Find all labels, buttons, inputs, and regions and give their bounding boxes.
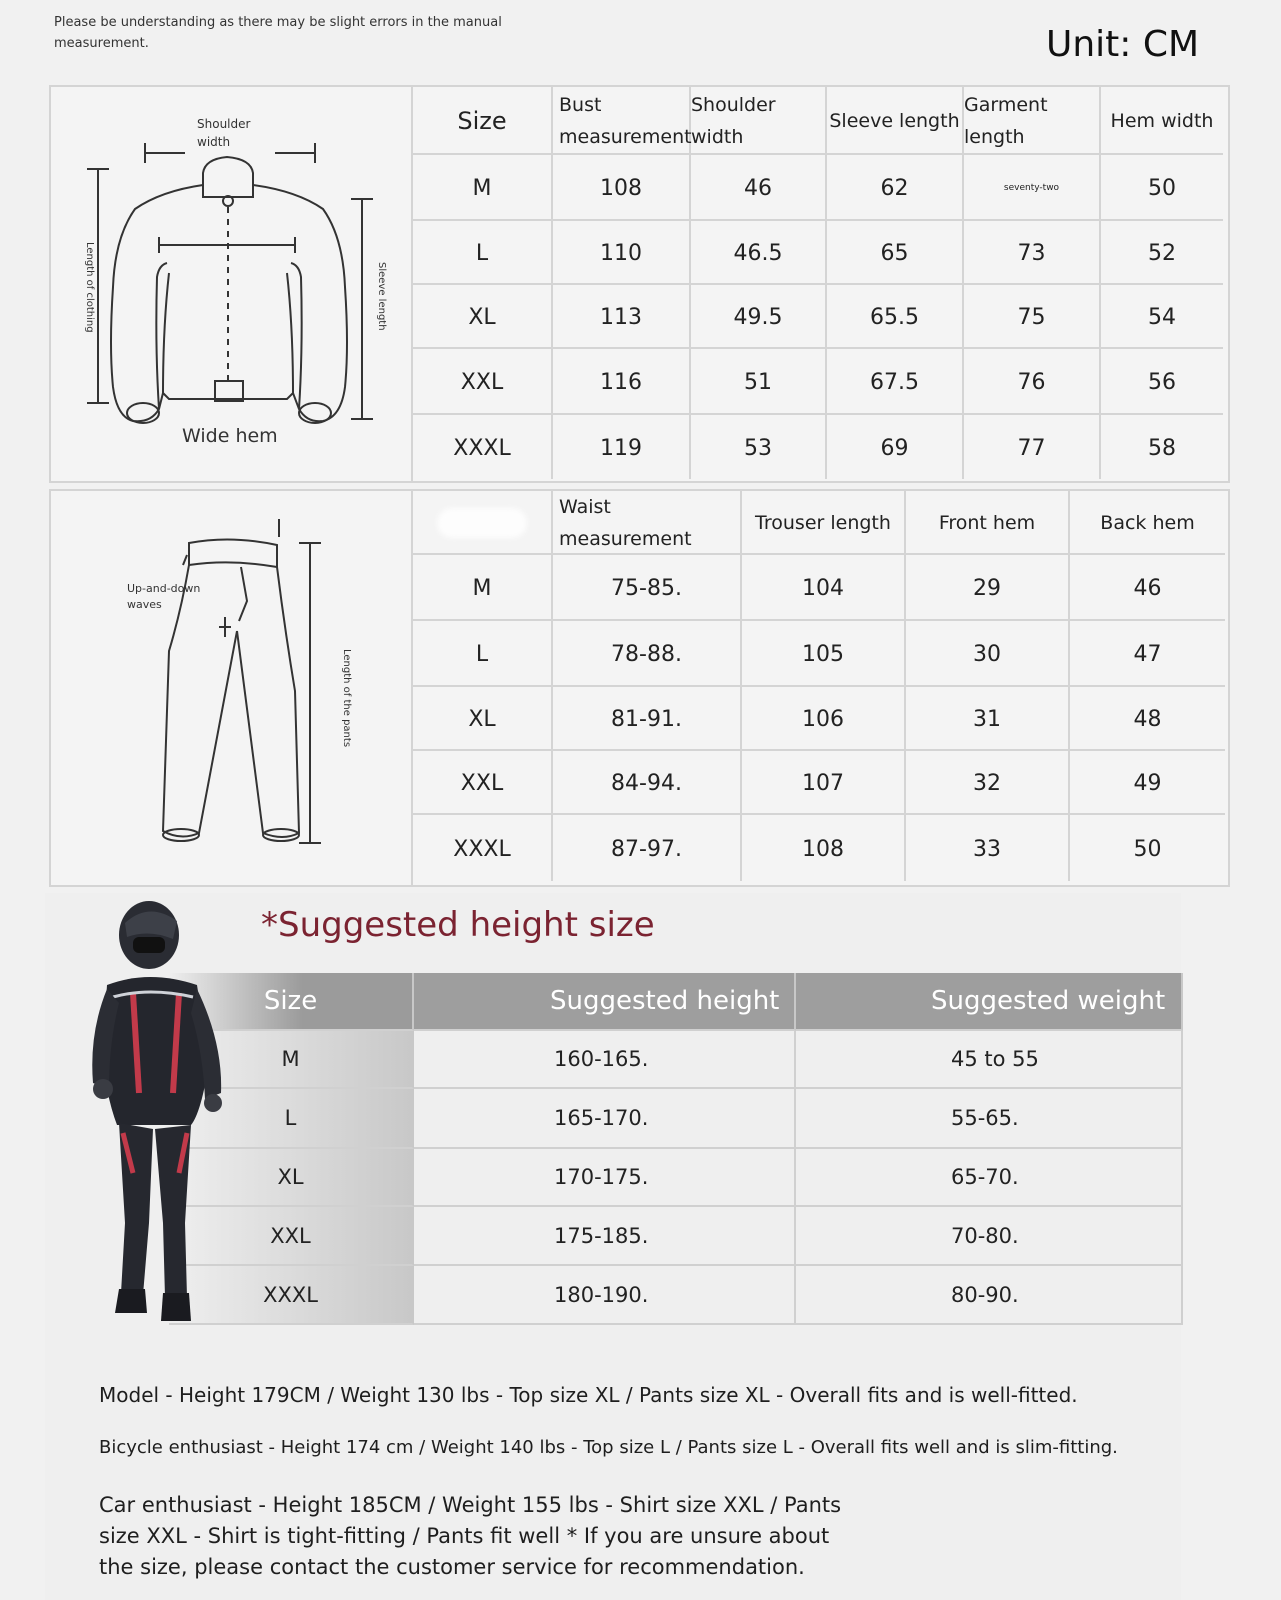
header-suggested-weight: Suggested weight bbox=[796, 973, 1183, 1031]
header-waist: Waist measurement bbox=[553, 491, 742, 555]
pants-size-panel bbox=[49, 489, 1230, 887]
table-cell: 116 bbox=[553, 349, 691, 415]
table-cell: 75-85. bbox=[553, 555, 742, 621]
table-cell: 51 bbox=[691, 349, 827, 415]
table-cell: 110 bbox=[553, 221, 691, 285]
table-cell: 50 bbox=[1133, 836, 1162, 862]
table-cell: 58 bbox=[1148, 435, 1176, 461]
suggested-size-panel bbox=[45, 893, 1181, 1600]
footer-model-note: Model - Height 179CM / Weight 130 lbs - Top size XL / Pants size XL - Overall fits and is well-fitted. bbox=[99, 1383, 1078, 1407]
table-cell: M bbox=[169, 1031, 414, 1089]
table-cell: 108 bbox=[742, 815, 906, 881]
table-cell: 105 bbox=[742, 621, 906, 687]
table-cell: 46 bbox=[691, 155, 827, 221]
table-cell: 119 bbox=[553, 415, 691, 479]
header-garment-length: Garment length bbox=[964, 87, 1101, 155]
table-cell: seventy-two bbox=[964, 155, 1101, 221]
table-cell: 78-88. bbox=[553, 621, 742, 687]
table-cell: 31 bbox=[906, 687, 1070, 751]
table-cell: 54 bbox=[1101, 285, 1223, 349]
table-cell: XXXL bbox=[413, 815, 553, 881]
table-cell: 170-175. bbox=[414, 1149, 796, 1207]
footer-bicycle-note: Bicycle enthusiast - Height 174 cm / Weight 140 lbs - Top size L / Pants size L - Overall fits well and is slim-fitting. bbox=[99, 1437, 1118, 1458]
table-cell: 180-190. bbox=[414, 1266, 796, 1325]
table-cell: 47 bbox=[1070, 621, 1225, 687]
shoulder-width-label: Shoulder width bbox=[197, 117, 251, 149]
jacket-diagram bbox=[51, 87, 413, 481]
pants-measure-table bbox=[413, 491, 1228, 885]
wide-hem-label: Wide hem bbox=[182, 425, 278, 447]
footer-car-note: Car enthusiast - Height 185CM / Weight 155 lbs - Shirt size XXL / Pants size XXL - Shirt is tight-fitting / Pants fit well * If you are unsure about the size, please contact the customer service for recommendation. bbox=[99, 1493, 842, 1579]
table-cell: 48 bbox=[1070, 687, 1225, 751]
table-cell: XL bbox=[413, 285, 553, 349]
table-cell: 30 bbox=[906, 621, 1070, 687]
pants-length-label: Length of the pants bbox=[341, 649, 352, 748]
table-cell: 77 bbox=[964, 415, 1101, 479]
table-cell: XXL bbox=[169, 1207, 414, 1266]
unit-label: Unit: CM bbox=[1046, 24, 1200, 65]
table-cell: 104 bbox=[742, 555, 906, 621]
table-cell: 46 bbox=[1070, 555, 1225, 621]
table-cell: L bbox=[169, 1089, 414, 1149]
waves-label: Up-and-down waves bbox=[127, 582, 201, 611]
table-cell: 65.5 bbox=[827, 285, 964, 349]
header-bust: Bust measurement bbox=[553, 87, 691, 155]
header-front-hem: Front hem bbox=[906, 491, 1070, 555]
jacket-size-panel bbox=[49, 85, 1230, 483]
pants-outline-icon bbox=[51, 491, 411, 885]
table-cell: 52 bbox=[1101, 221, 1223, 285]
pants-diagram bbox=[51, 491, 413, 885]
model-rider-image bbox=[63, 893, 243, 1333]
disclaimer-note: Please be understanding as there may be slight errors in the manual measurement. bbox=[54, 15, 502, 51]
table-cell: 53 bbox=[691, 415, 827, 479]
table-cell: 75 bbox=[964, 285, 1101, 349]
table-cell: XL bbox=[413, 687, 553, 751]
table-cell: 106 bbox=[742, 687, 906, 751]
table-cell: 76 bbox=[964, 349, 1101, 415]
suggested-size-table bbox=[169, 973, 1183, 1325]
header-blank bbox=[413, 491, 553, 555]
header-sleeve: Sleeve length bbox=[827, 87, 964, 155]
table-cell: XXL bbox=[413, 349, 553, 415]
table-cell: 67.5 bbox=[827, 349, 964, 415]
table-cell: 160-165. bbox=[414, 1031, 796, 1089]
header-hem-width: Hem width bbox=[1101, 87, 1223, 155]
table-cell: XXXL bbox=[413, 415, 553, 479]
table-cell: 108 bbox=[553, 155, 691, 221]
table-cell: 49 bbox=[1070, 751, 1225, 815]
header-size: Size bbox=[169, 973, 414, 1031]
table-cell: 46.5 bbox=[691, 221, 827, 285]
header-size: Size bbox=[413, 87, 553, 155]
table-cell: 81-91. bbox=[553, 687, 742, 751]
table-cell: XXXL bbox=[169, 1266, 414, 1325]
table-cell: 49.5 bbox=[691, 285, 827, 349]
table-cell: 69 bbox=[827, 415, 964, 479]
sleeve-length-label: Sleeve length bbox=[376, 262, 387, 331]
table-cell: 32 bbox=[906, 751, 1070, 815]
table-cell: 56 bbox=[1101, 349, 1223, 415]
table-cell: 87-97. bbox=[553, 815, 742, 881]
table-cell: 165-170. bbox=[414, 1089, 796, 1149]
table-cell: 50 bbox=[1101, 155, 1223, 221]
suggested-title: *Suggested height size bbox=[261, 905, 655, 945]
table-cell: 107 bbox=[742, 751, 906, 815]
table-cell: 113 bbox=[553, 285, 691, 349]
table-cell: 29 bbox=[906, 555, 1070, 621]
header-trouser-length: Trouser length bbox=[742, 491, 906, 555]
header-back-hem: Back hem bbox=[1070, 491, 1225, 555]
table-cell: L bbox=[413, 621, 553, 687]
header-suggested-height: Suggested height bbox=[414, 973, 796, 1031]
table-cell: 175-185. bbox=[414, 1207, 796, 1266]
table-cell: XL bbox=[169, 1149, 414, 1207]
table-cell: M bbox=[413, 555, 553, 621]
table-cell: L bbox=[413, 221, 553, 285]
table-cell: 65 bbox=[827, 221, 964, 285]
table-cell: 73 bbox=[964, 221, 1101, 285]
table-cell: 62 bbox=[827, 155, 964, 221]
table-cell: 55-65. bbox=[796, 1089, 1183, 1149]
table-cell: 33 bbox=[906, 815, 1070, 881]
table-cell: 80-90. bbox=[796, 1266, 1183, 1325]
table-cell: 84-94. bbox=[553, 751, 742, 815]
table-cell: 45 to 55 bbox=[796, 1031, 1183, 1089]
table-cell: M bbox=[413, 155, 553, 221]
table-cell: 65-70. bbox=[796, 1149, 1183, 1207]
table-cell: 70-80. bbox=[796, 1207, 1183, 1266]
jacket-measure-table bbox=[413, 87, 1228, 481]
header-shoulder: Shoulder width bbox=[691, 87, 827, 155]
table-cell: XXL bbox=[413, 751, 553, 815]
clothing-length-label: Length of clothing bbox=[84, 242, 95, 333]
